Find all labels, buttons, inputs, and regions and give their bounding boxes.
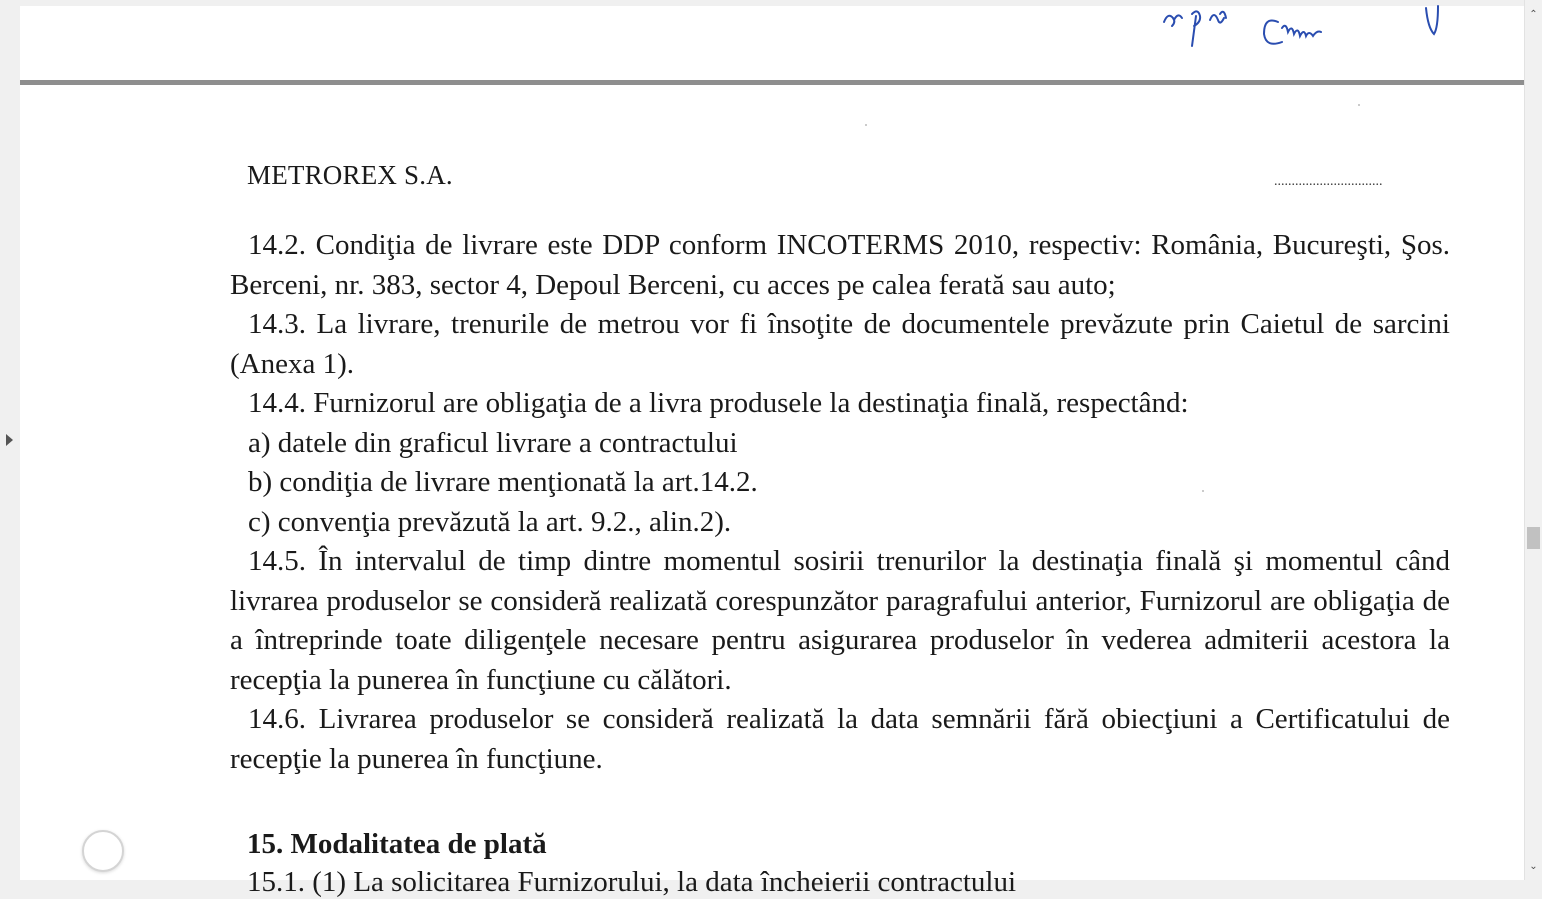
chevron-up-icon[interactable]: ⌃ [1529, 9, 1538, 20]
scan-speck [1202, 490, 1204, 492]
paragraph-14-2: 14.2. Condiţia de livrare este DDP conform INCOTERMS 2010, respectiv: România, Bucureşti, Şos. Berceni, nr. 383, sector 4, Depoul Berceni, cu acces pe calea ferată sau auto; [230, 229, 1450, 301]
document-page [20, 6, 1524, 898]
section-heading-15: 15. Modalitatea de plată [247, 828, 547, 860]
document-body [230, 226, 1450, 779]
chevron-right-icon[interactable] [6, 434, 13, 446]
scan-speck [1358, 104, 1360, 106]
list-item-b: b) condiţia de livrare menţionată la art.14.2. [248, 466, 758, 498]
scrollbar-thumb[interactable] [1527, 527, 1540, 549]
paragraph-14-3: 14.3. La livrare, trenurile de metrou vor fi însoţite de documentele prevăzute prin Caietul de sarcini (Anexa 1). [230, 308, 1450, 380]
paragraph-14-4: 14.4. Furnizorul are obligaţia de a livra produsele la destinaţia finală, respectând: [248, 387, 1189, 419]
paragraph-14-5: 14.5. În intervalul de timp dintre momentul sosirii trenurilor la destinaţia finală şi momentul când livrarea produselor se consideră realizată corespunzător paragrafului anterior, Furnizorul are obligaţia de a întreprinde toate diligenţele necesare pentru asigurarea produselor în vederea admiterii acestora la recepţia la punerea în funcţiune cu călători. [230, 545, 1450, 696]
chevron-down-icon[interactable]: ⌄ [1529, 861, 1538, 872]
vertical-scrollbar[interactable] [1524, 0, 1542, 880]
list-item-a: a) datele din graficul livrare a contractului [248, 426, 738, 459]
paragraph-15-1-partial: 15.1. (1) La solicitarea Furnizorului, la data încheierii contractului [247, 866, 1017, 898]
signature-dotted-line: ............................... [1274, 174, 1383, 189]
circle-button-icon[interactable] [82, 830, 124, 872]
paragraph-14-6: 14.6. Livrarea produselor se consideră realizată la data semnării fără obiecţiuni a Certificatului de recepţie la punerea în funcţiune. [230, 703, 1450, 775]
scan-speck [865, 124, 867, 126]
handwritten-signature [1160, 0, 1460, 60]
page-header-rule [20, 80, 1524, 85]
signature-drawing [1160, 0, 1460, 60]
company-name: METROREX S.A. [247, 160, 453, 190]
list-item-c: c) convenţia prevăzută la art. 9.2., alin.2). [248, 505, 732, 538]
